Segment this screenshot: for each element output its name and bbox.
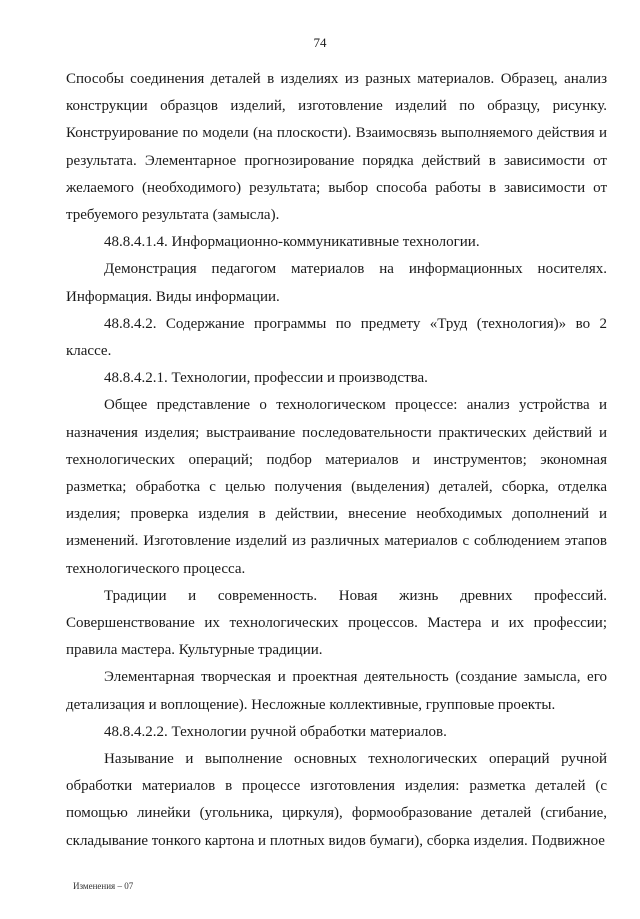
page-number: 74 — [313, 35, 327, 50]
paragraph-operations: Называние и выполнение основных технологических операций ручной обработки материалов в процессе изготовления изделия: разметка деталей (с помощью линейки (угольника, циркуля), формообразование деталей (сгибание, складывание тонкого картона и плотных видов бумаги), сборка изделия. Подвижное — [66, 751, 607, 849]
paragraph-creative-activity: Элементарная творческая и проектная деятельность (создание замысла, его детализация и воплощение). Несложные коллективные, групповые проекты. — [66, 669, 607, 713]
heading-48-8-4-1-4: 48.8.4.1.4. Информационно-коммуникативные технологии. — [104, 234, 480, 251]
paragraph-joining-methods: Способы соединения деталей в изделиях из разных материалов. Образец, анализ конструкции образцов изделий, изготовление изделий по образцу, рисунку. Конструирование по модели (на плоскости). Взаимосвязь выполняемого действия и результата. Элементарное прогнозирование порядка действий в зависимости от желаемого (необходимого) результата; выбор способа работы в зависимости от требуемого результата (замысла). — [66, 71, 607, 224]
heading-48-8-4-2-2: 48.8.4.2.2. Технологии ручной обработки материалов. — [104, 723, 447, 740]
paragraph-demonstration: Демонстрация педагогом материалов на информационных носителях. Информация. Виды информации. — [66, 261, 607, 305]
paragraph-technological-process: Общее представление о технологическом процессе: анализ устройства и назначения изделия; выстраивание последовательности практических действий и технологических операций; подбор материалов и инструментов; экономная разметка; обработка с целью получения (выделения) деталей, сборка, отделка изделия; проверка изделия в действии, внесение необходимых дополнений и изменений. Изготовление изделий из различных материалов с соблюдением этапов технологического процесса. — [66, 397, 607, 577]
footer-changes-note: Изменения – 07 — [73, 881, 134, 891]
heading-48-8-4-2-1: 48.8.4.2.1. Технологии, профессии и производства. — [104, 370, 428, 387]
paragraph-traditions: Традиции и современность. Новая жизнь древних профессий. Совершенствование их технологических процессов. Мастера и их профессии; правила мастера. Культурные традиции. — [66, 587, 607, 659]
document-body — [66, 66, 607, 855]
heading-48-8-4-2: 48.8.4.2. Содержание программы по предмету «Труд (технология)» во 2 классе. — [66, 315, 607, 360]
